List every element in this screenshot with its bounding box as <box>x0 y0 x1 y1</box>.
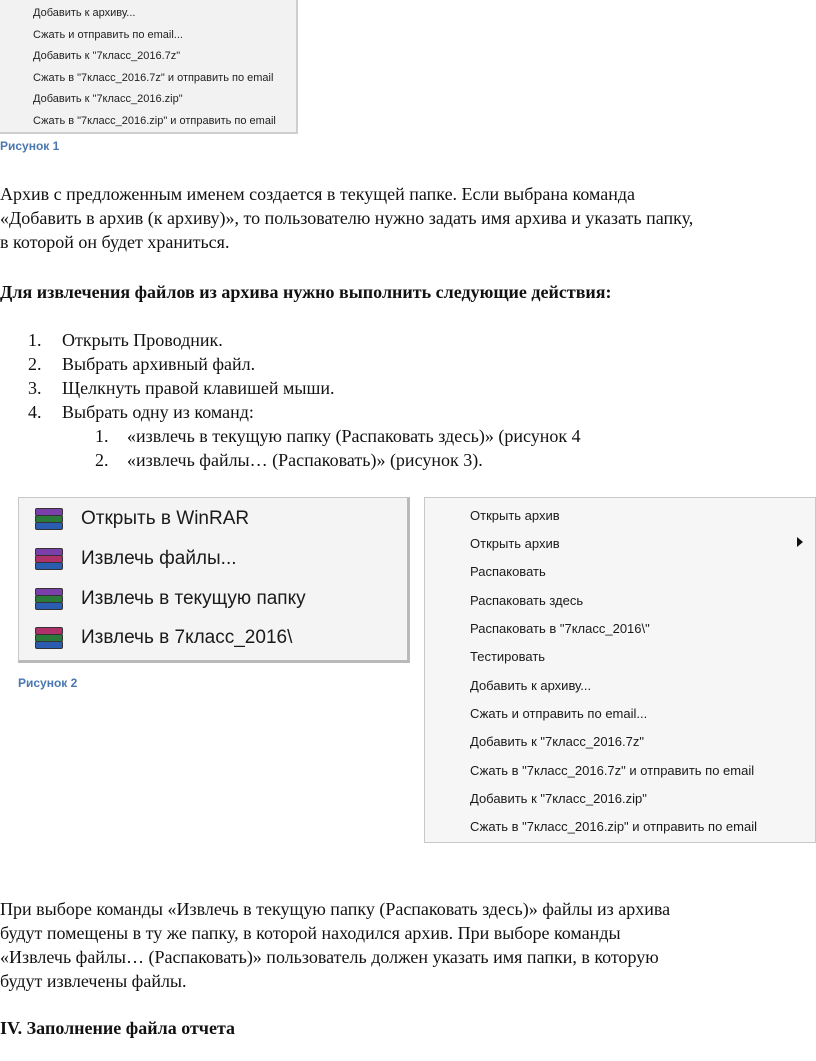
menu-item-extract-here[interactable]: Распаковать здесь <box>470 593 584 608</box>
menu-item-compress-7z-email[interactable]: Сжать в "7класс_2016.7z" и отправить по email <box>33 72 274 84</box>
menu-item-compress-zip-email[interactable]: Сжать в "7класс_2016.zip" и отправить по email <box>33 115 276 127</box>
menu-item-open-winrar[interactable] <box>19 500 407 540</box>
winrar-icon <box>33 624 63 654</box>
list-item <box>0 376 335 400</box>
step-text: Выбрать архивный файл. <box>62 354 256 374</box>
figure-1-caption: Рисунок 1 <box>0 139 60 153</box>
submenu-arrow-icon <box>797 537 803 547</box>
menu-item-label: Извлечь в текущую папку <box>81 588 306 609</box>
menu-item-label: Открыть в WinRAR <box>81 508 250 529</box>
paragraph-line: будут извлечены файлы. <box>0 971 187 991</box>
menu-item-compress-7z-email[interactable]: Сжать в "7класс_2016.7z" и отправить по email <box>470 763 755 778</box>
paragraph-line: в которой он будет храниться. <box>0 232 230 252</box>
menu-item-extract-to-folder[interactable]: Распаковать в "7класс_2016\" <box>470 621 650 636</box>
menu-item-add-to-archive[interactable]: Добавить к архиву... <box>470 678 592 693</box>
paragraph-archive-naming <box>0 182 816 254</box>
figure-2-caption: Рисунок 2 <box>18 676 78 690</box>
paragraph-line: «Извлечь файлы… (Распаковать)» пользователь должен указать имя папки, в которую <box>0 947 659 967</box>
menu-item-compress-zip-email[interactable]: Сжать в "7класс_2016.zip" и отправить по email <box>470 819 757 834</box>
menu-item-open-archive[interactable]: Открыть архив <box>470 508 560 523</box>
section-heading: IV. Заполнение файла отчета <box>0 1018 236 1038</box>
menu-item-extract-to-folder[interactable] <box>19 619 407 659</box>
context-menu-figure-1 <box>0 0 298 134</box>
menu-item-compress-email[interactable]: Сжать и отправить по email... <box>33 29 183 41</box>
step-text: Открыть Проводник. <box>62 330 223 350</box>
steps-list <box>0 328 335 424</box>
step-number: 2. <box>28 354 42 374</box>
menu-item-label: Извлечь в 7класс_2016\ <box>81 627 293 648</box>
menu-item-add-to-archive[interactable]: Добавить к архиву... <box>33 7 136 19</box>
extract-heading: Для извлечения файлов из архива нужно выполнить следующие действия: <box>0 282 612 302</box>
menu-item-compress-email[interactable]: Сжать и отправить по email... <box>470 706 648 721</box>
menu-item-add-zip[interactable]: Добавить к "7класс_2016.zip" <box>33 93 183 105</box>
paragraph-line: Архив с предложенным именем создается в текущей папке. Если выбрана команда <box>0 184 636 204</box>
menu-item-extract-files[interactable] <box>19 540 407 580</box>
paragraph-extract-explanation <box>0 897 816 993</box>
paragraph-line: При выборе команды «Извлечь в текущую папку (Распаковать здесь)» файлы из архива <box>0 899 671 919</box>
menu-item-extract-here[interactable] <box>19 580 407 620</box>
menu-item-open-archive-submenu[interactable]: Открыть архив <box>470 536 560 551</box>
list-item <box>0 400 335 424</box>
menu-item-label: Извлечь файлы... <box>81 548 237 569</box>
menu-item-test[interactable]: Тестировать <box>470 649 546 664</box>
winrar-icon <box>33 585 63 615</box>
seven-zip-context-menu <box>424 497 816 843</box>
step-number: 4. <box>28 402 42 422</box>
winrar-icon <box>33 545 63 575</box>
substep-text: «извлечь в текущую папку (Распаковать здесь)» (рисунок 4 <box>127 426 581 446</box>
substep-text: «извлечь файлы… (Распаковать)» (рисунок 3). <box>127 450 483 470</box>
substep-number: 1. <box>95 426 109 446</box>
menu-item-add-7z[interactable]: Добавить к "7класс_2016.7z" <box>470 734 644 749</box>
step-text: Выбрать одну из команд: <box>62 402 254 422</box>
winrar-icon <box>33 505 63 535</box>
step-text: Щелкнуть правой клавишей мыши. <box>62 378 335 398</box>
menu-item-add-7z[interactable]: Добавить к "7класс_2016.7z" <box>33 50 181 62</box>
menu-item-extract[interactable]: Распаковать <box>470 564 546 579</box>
list-item <box>0 328 335 352</box>
step-number: 3. <box>28 378 42 398</box>
winrar-context-menu <box>18 497 410 663</box>
paragraph-line: будут помещены в ту же папку, в которой находился архив. При выборе команды <box>0 923 621 943</box>
list-item <box>0 352 335 376</box>
substep-number: 2. <box>95 450 109 470</box>
step-number: 1. <box>28 330 42 350</box>
menu-item-add-zip[interactable]: Добавить к "7класс_2016.zip" <box>470 791 647 806</box>
paragraph-line: «Добавить в архив (к архиву)», то пользователю нужно задать имя архива и указать папку, <box>0 208 694 228</box>
